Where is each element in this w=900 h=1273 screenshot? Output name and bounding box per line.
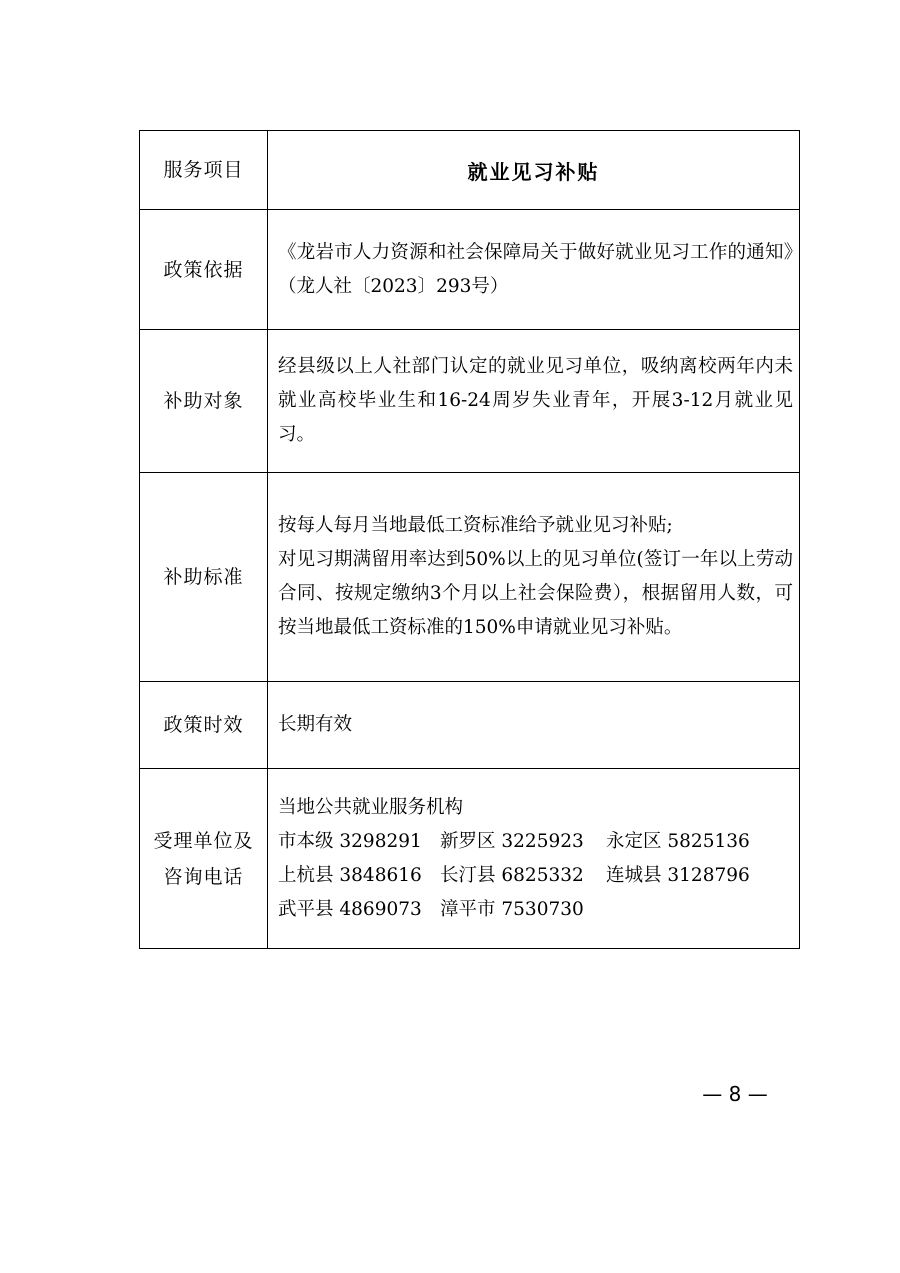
table-row-policy-basis [140, 210, 800, 330]
contact-text [268, 769, 800, 949]
policy-basis-text [268, 210, 800, 330]
subsidy-target-text [268, 330, 800, 473]
policy-validity-line: 长期有效 [278, 714, 353, 735]
phone-entry: 新罗区 3225923 [440, 830, 584, 852]
subsidy-standard-line-2: 对见习期满留用率达到50%以上的见习单位(签订一年以上劳动合同、按规定缴纳3个月以上社会保险费），根据留用人数，可按当地最低工资标准的150%申请就业见习补贴。 [278, 549, 793, 638]
row-label-policy-basis: 政策依据 [140, 210, 268, 330]
phone-entry: 漳平市 7530730 [440, 898, 584, 920]
row-label-subsidy-target: 补助对象 [140, 330, 268, 473]
contact-intro: 当地公共就业服务机构 [278, 796, 464, 818]
row-label-service-item: 服务项目 [140, 131, 268, 210]
table-row-subsidy-target [140, 330, 800, 473]
phone-row [278, 859, 793, 893]
phone-entry: 长汀县 6825332 [440, 864, 584, 886]
phone-entry: 连城县 3128796 [606, 864, 750, 886]
service-item-title: 就业见习补贴 [268, 131, 800, 210]
table-row-policy-validity [140, 682, 800, 769]
phone-entry: 上杭县 3848616 [278, 864, 422, 886]
row-label-contact [140, 769, 268, 949]
contact-label-line-1: 受理单位及 [153, 829, 254, 852]
row-label-subsidy-standard: 补助标准 [140, 473, 268, 682]
table-row-service-item [140, 131, 800, 210]
phone-entry: 武平县 4869073 [278, 898, 422, 920]
subsidy-target-line: 经县级以上人社部门认定的就业见习单位，吸纳离校两年内未就业高校毕业生和16-24周岁失业青年，开展3-12月就业见习。 [278, 356, 793, 445]
phone-row [278, 893, 793, 927]
contact-label-line-2: 咨询电话 [163, 865, 244, 888]
policy-validity-text [268, 682, 800, 769]
row-label-policy-validity: 政策时效 [140, 682, 268, 769]
policy-table [139, 130, 800, 949]
subsidy-standard-text [268, 473, 800, 682]
phone-row [278, 825, 793, 859]
table-row-contact [140, 769, 800, 949]
policy-basis-line: 《龙岩市人力资源和社会保障局关于做好就业见习工作的通知》（龙人社〔2023〕293号） [278, 241, 793, 297]
phone-entry: 市本级 3298291 [278, 830, 422, 852]
phone-entry: 永定区 5825136 [606, 830, 750, 852]
page-number: — 8 — [702, 1082, 768, 1106]
subsidy-standard-line-1: 按每人每月当地最低工资标准给予就业见习补贴; [278, 515, 673, 536]
table-row-subsidy-standard [140, 473, 800, 682]
